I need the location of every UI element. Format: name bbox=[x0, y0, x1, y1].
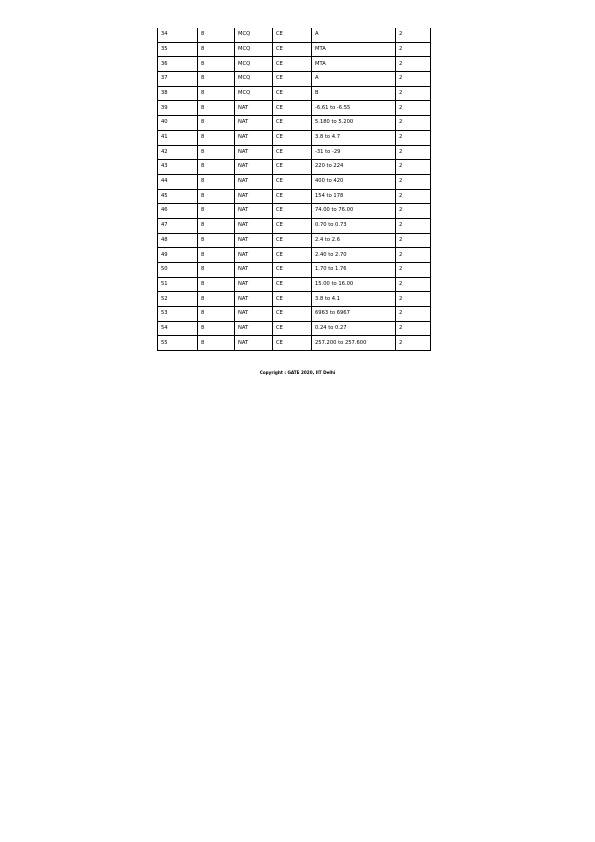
session-cell: 8 bbox=[198, 57, 235, 72]
marks-cell: 2 bbox=[396, 116, 431, 131]
session-cell: 8 bbox=[198, 160, 235, 175]
marks-cell: 2 bbox=[396, 233, 431, 248]
answer-key-cell: 74.00 to 76.00 bbox=[312, 204, 396, 219]
section-cell: CE bbox=[273, 336, 312, 351]
answer-key-cell: 220 to 224 bbox=[312, 160, 396, 175]
question-number-cell: 37 bbox=[158, 72, 198, 87]
session-cell: 8 bbox=[198, 189, 235, 204]
section-cell: CE bbox=[273, 160, 312, 175]
question-type-cell: NAT bbox=[235, 218, 273, 233]
question-type-cell: NAT bbox=[235, 101, 273, 116]
session-cell: 8 bbox=[198, 116, 235, 131]
question-type-cell: NAT bbox=[235, 277, 273, 292]
section-cell: CE bbox=[273, 218, 312, 233]
table-row bbox=[158, 233, 431, 248]
question-type-cell: NAT bbox=[235, 233, 273, 248]
answer-key-cell: 257.200 to 257.600 bbox=[312, 336, 396, 351]
question-number-cell: 46 bbox=[158, 204, 198, 219]
table-row bbox=[158, 42, 431, 57]
question-number-cell: 40 bbox=[158, 116, 198, 131]
question-type-cell: MCQ bbox=[235, 42, 273, 57]
marks-cell: 2 bbox=[396, 336, 431, 351]
section-cell: CE bbox=[273, 174, 312, 189]
question-number-cell: 55 bbox=[158, 336, 198, 351]
session-cell: 8 bbox=[198, 307, 235, 322]
session-cell: 8 bbox=[198, 130, 235, 145]
question-number-cell: 41 bbox=[158, 130, 198, 145]
marks-cell: 2 bbox=[396, 130, 431, 145]
question-type-cell: NAT bbox=[235, 116, 273, 131]
section-cell: CE bbox=[273, 248, 312, 263]
marks-cell: 2 bbox=[396, 57, 431, 72]
session-cell: 8 bbox=[198, 336, 235, 351]
session-cell: 8 bbox=[198, 292, 235, 307]
session-cell: 8 bbox=[198, 86, 235, 101]
question-type-cell: NAT bbox=[235, 321, 273, 336]
section-cell: CE bbox=[273, 145, 312, 160]
marks-cell: 2 bbox=[396, 218, 431, 233]
question-number-cell: 36 bbox=[158, 57, 198, 72]
question-type-cell: MCQ bbox=[235, 28, 273, 42]
question-type-cell: NAT bbox=[235, 292, 273, 307]
section-cell: CE bbox=[273, 321, 312, 336]
session-cell: 8 bbox=[198, 263, 235, 278]
section-cell: CE bbox=[273, 204, 312, 219]
session-cell: 8 bbox=[198, 28, 235, 42]
section-cell: CE bbox=[273, 277, 312, 292]
question-type-cell: NAT bbox=[235, 204, 273, 219]
question-number-cell: 48 bbox=[158, 233, 198, 248]
marks-cell: 2 bbox=[396, 263, 431, 278]
section-cell: CE bbox=[273, 263, 312, 278]
marks-cell: 2 bbox=[396, 28, 431, 42]
question-number-cell: 47 bbox=[158, 218, 198, 233]
question-type-cell: NAT bbox=[235, 145, 273, 160]
session-cell: 8 bbox=[198, 233, 235, 248]
session-cell: 8 bbox=[198, 218, 235, 233]
marks-cell: 2 bbox=[396, 145, 431, 160]
answer-key-cell: 2.40 to 2.70 bbox=[312, 248, 396, 263]
answer-key-cell: 3.8 to 4.7 bbox=[312, 130, 396, 145]
question-number-cell: 45 bbox=[158, 189, 198, 204]
marks-cell: 2 bbox=[396, 321, 431, 336]
table-row bbox=[158, 277, 431, 292]
section-cell: CE bbox=[273, 189, 312, 204]
section-cell: CE bbox=[273, 101, 312, 116]
question-number-cell: 52 bbox=[158, 292, 198, 307]
marks-cell: 2 bbox=[396, 42, 431, 57]
session-cell: 8 bbox=[198, 321, 235, 336]
answer-key-cell: 0.70 to 0.73 bbox=[312, 218, 396, 233]
table-row bbox=[158, 57, 431, 72]
section-cell: CE bbox=[273, 57, 312, 72]
section-cell: CE bbox=[273, 42, 312, 57]
table-row bbox=[158, 307, 431, 322]
table-row bbox=[158, 174, 431, 189]
section-cell: CE bbox=[273, 233, 312, 248]
session-cell: 8 bbox=[198, 101, 235, 116]
question-type-cell: NAT bbox=[235, 307, 273, 322]
table-row bbox=[158, 204, 431, 219]
session-cell: 8 bbox=[198, 204, 235, 219]
question-type-cell: NAT bbox=[235, 160, 273, 175]
table-row bbox=[158, 292, 431, 307]
section-cell: CE bbox=[273, 130, 312, 145]
question-number-cell: 34 bbox=[158, 28, 198, 42]
answer-key-cell: MTA bbox=[312, 57, 396, 72]
section-cell: CE bbox=[273, 307, 312, 322]
copyright-footer: Copyright : GATE 2020, IIT Delhi bbox=[259, 370, 336, 375]
answer-key-cell: 400 to 420 bbox=[312, 174, 396, 189]
answer-key-cell: A bbox=[312, 72, 396, 87]
section-cell: CE bbox=[273, 292, 312, 307]
question-type-cell: MCQ bbox=[235, 86, 273, 101]
question-type-cell: NAT bbox=[235, 189, 273, 204]
answer-key-cell: MTA bbox=[312, 42, 396, 57]
marks-cell: 2 bbox=[396, 307, 431, 322]
table-row bbox=[158, 189, 431, 204]
question-number-cell: 38 bbox=[158, 86, 198, 101]
marks-cell: 2 bbox=[396, 292, 431, 307]
question-number-cell: 42 bbox=[158, 145, 198, 160]
answer-key-cell: 5.180 to 5.200 bbox=[312, 116, 396, 131]
answer-key-cell: -6.61 to -6.55 bbox=[312, 101, 396, 116]
question-type-cell: NAT bbox=[235, 336, 273, 351]
question-type-cell: NAT bbox=[235, 130, 273, 145]
table-row bbox=[158, 86, 431, 101]
question-number-cell: 50 bbox=[158, 263, 198, 278]
table-row bbox=[158, 72, 431, 87]
answer-key-table bbox=[157, 28, 431, 351]
question-type-cell: NAT bbox=[235, 263, 273, 278]
table-row bbox=[158, 145, 431, 160]
table-row bbox=[158, 130, 431, 145]
marks-cell: 2 bbox=[396, 248, 431, 263]
answer-key-cell: 3.8 to 4.1 bbox=[312, 292, 396, 307]
question-number-cell: 49 bbox=[158, 248, 198, 263]
answer-key-cell: 0.24 to 0.27 bbox=[312, 321, 396, 336]
session-cell: 8 bbox=[198, 42, 235, 57]
question-number-cell: 53 bbox=[158, 307, 198, 322]
section-cell: CE bbox=[273, 72, 312, 87]
table-row bbox=[158, 336, 431, 351]
session-cell: 8 bbox=[198, 277, 235, 292]
table-row bbox=[158, 160, 431, 175]
section-cell: CE bbox=[273, 28, 312, 42]
table-row bbox=[158, 248, 431, 263]
question-type-cell: MCQ bbox=[235, 72, 273, 87]
section-cell: CE bbox=[273, 86, 312, 101]
answer-key-cell: 1.70 to 1.76 bbox=[312, 263, 396, 278]
marks-cell: 2 bbox=[396, 174, 431, 189]
answer-key-cell: -31 to -29 bbox=[312, 145, 396, 160]
table-row bbox=[158, 218, 431, 233]
question-number-cell: 51 bbox=[158, 277, 198, 292]
table-row bbox=[158, 321, 431, 336]
table-row bbox=[158, 116, 431, 131]
table-row bbox=[158, 263, 431, 278]
answer-key-rows bbox=[158, 28, 431, 351]
marks-cell: 2 bbox=[396, 101, 431, 116]
marks-cell: 2 bbox=[396, 160, 431, 175]
answer-key-cell: 2.4 to 2.6 bbox=[312, 233, 396, 248]
marks-cell: 2 bbox=[396, 204, 431, 219]
question-type-cell: NAT bbox=[235, 174, 273, 189]
marks-cell: 2 bbox=[396, 189, 431, 204]
question-number-cell: 39 bbox=[158, 101, 198, 116]
marks-cell: 2 bbox=[396, 86, 431, 101]
marks-cell: 2 bbox=[396, 277, 431, 292]
question-type-cell: MCQ bbox=[235, 57, 273, 72]
section-cell: CE bbox=[273, 116, 312, 131]
question-number-cell: 43 bbox=[158, 160, 198, 175]
question-number-cell: 54 bbox=[158, 321, 198, 336]
session-cell: 8 bbox=[198, 72, 235, 87]
session-cell: 8 bbox=[198, 145, 235, 160]
answer-key-cell: 154 to 178 bbox=[312, 189, 396, 204]
table-row bbox=[158, 101, 431, 116]
question-number-cell: 44 bbox=[158, 174, 198, 189]
question-type-cell: NAT bbox=[235, 248, 273, 263]
marks-cell: 2 bbox=[396, 72, 431, 87]
answer-key-cell: 15.00 to 16.00 bbox=[312, 277, 396, 292]
session-cell: 8 bbox=[198, 174, 235, 189]
question-number-cell: 35 bbox=[158, 42, 198, 57]
answer-key-cell: A bbox=[312, 28, 396, 42]
answer-key-cell: B bbox=[312, 86, 396, 101]
table-row bbox=[158, 28, 431, 42]
answer-key-cell: 6963 to 6967 bbox=[312, 307, 396, 322]
session-cell: 8 bbox=[198, 248, 235, 263]
